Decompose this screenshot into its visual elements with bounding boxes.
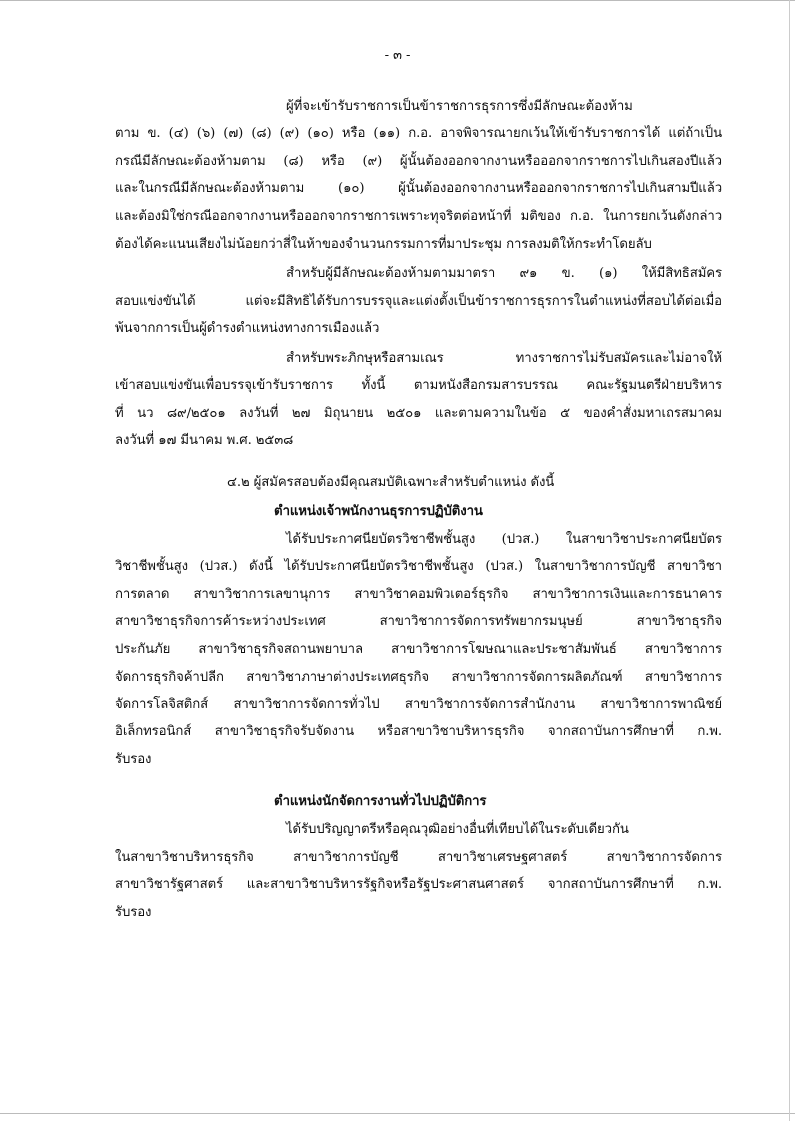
scan-edge-right	[789, 0, 790, 1121]
position1-line-1: ได้รับประกาศนียบัตรวิชาชีพชั้นสูง (ปวส.) ในสาขาวิชาประกาศนียบัตร	[286, 532, 722, 547]
para3-line-1: สำหรับพระภิกษุหรือสามเณร ทางราชการไม่รับสมัครและไม่อาจให้	[286, 351, 722, 366]
position1-line-6: จัดการธุรกิจค้าปลีก สาขาวิชาภาษาต่างประเทศธุรกิจ สาขาวิชาการจัดการผลิตภัณฑ์ สาขาวิชาการ	[115, 670, 722, 685]
para1-line-5: และต้องมิใช่กรณีออกจากงานหรือออกจากราชการเพราะทุจริตต่อหน้าที่ มติของ ก.อ. ในการยกเว้นดังกล่าว	[115, 209, 722, 224]
para1-line-6: ต้องได้คะแนนเสียงไม่น้อยกว่าสี่ในห้าของจำนวนกรรมการที่มาประชุม การลงมติให้กระทำโดยลับ	[115, 237, 652, 252]
section-4-2-heading: ๔.๒ ผู้สมัครสอบต้องมีคุณสมบัติเฉพาะสำหรับตำแหน่ง ดังนี้	[227, 475, 555, 490]
scan-edge-top	[0, 0, 795, 1]
position1-line-4: สาขาวิชาธุรกิจการค้าระหว่างประเทศ สาขาวิชาการจัดการทรัพยากรมนุษย์ สาขาวิชาธุรกิจ	[115, 614, 722, 629]
para1-line-2: ตาม ข. (๔) (๖) (๗) (๘) (๙) (๑๐) หรือ (๑๑) ก.อ. อาจพิจารณายกเว้นให้เข้ารับราชการได้ แต่ถ้าเป็น	[115, 126, 722, 141]
position2-line-1: ได้รับปริญญาตรีหรือคุณวุฒิอย่างอื่นที่เทียบได้ในระดับเดียวกัน	[286, 822, 629, 837]
position1-line-2: วิชาชีพชั้นสูง (ปวส.) ดังนี้ ได้รับประกาศนียบัตรวิชาชีพชั้นสูง (ปวส.) ในสาขาวิชาการบัญชี สาขาวิชา	[115, 559, 722, 574]
para2-line-3: พ้นจากการเป็นผู้ดำรงตำแหน่งทางการเมืองแล้ว	[115, 321, 380, 336]
para3-line-2: เข้าสอบแข่งขันเพื่อบรรจุเข้ารับราชการ ทั้งนี้ ตามหนังสือกรมสารบรรณ คณะรัฐมนตรีฝ่ายบริหาร	[115, 378, 722, 393]
para1-line-4: และในกรณีมีลักษณะต้องห้ามตาม (๑๐) ผู้นั้นต้องออกจากงานหรือออกจากราชการไปเกินสามปีแล้ว	[115, 181, 722, 196]
position1-line-7: จัดการโลจิสติกส์ สาขาวิชาการจัดการทั่วไป สาขาวิชาการจัดการสำนักงาน สาขาวิชาการพาณิชย์	[115, 697, 722, 712]
position2-title: ตำแหน่งนักจัดการงานทั่วไปปฏิบัติการ	[274, 794, 487, 809]
position2-line-3: สาขาวิชารัฐศาสตร์ และสาขาวิชาบริหารรัฐกิจหรือรัฐประศาสนศาสตร์ จากสถาบันการศึกษาที่ ก.พ.	[115, 877, 722, 892]
position1-line-5: ประกันภัย สาขาวิชาธุรกิจสถานพยาบาล สาขาวิชาการโฆษณาและประชาสัมพันธ์ สาขาวิชาการ	[115, 642, 722, 657]
para3-line-3: ที่ นว ๘๙/๒๕๐๑ ลงวันที่ ๒๗ มิถุนายน ๒๕๐๑ และตามความในข้อ ๕ ของคำสั่งมหาเถรสมาคม	[115, 406, 722, 421]
position1-line-8: อิเล็กทรอนิกส์ สาขาวิชาธุรกิจรับจัดงาน หรือสาขาวิชาบริหารธุรกิจ จากสถาบันการศึกษาที่ ก.พ.	[115, 724, 722, 739]
position1-title: ตำแหน่งเจ้าพนักงานธุรการปฏิบัติงาน	[274, 504, 483, 519]
position2-line-2: ในสาขาวิชาบริหารธุรกิจ สาขาวิชาการบัญชี สาขาวิชาเศรษฐศาสตร์ สาขาวิชาการจัดการ	[115, 850, 722, 865]
para1-line-3: กรณีมีลักษณะต้องห้ามตาม (๘) หรือ (๙) ผู้นั้นต้องออกจากงานหรือออกจากราชการไปเกินสองปีแล้ว	[115, 154, 722, 169]
position1-line-9: รับรอง	[115, 752, 152, 767]
position2-line-4: รับรอง	[115, 905, 152, 920]
page-number: - ๓ -	[384, 48, 411, 63]
para1-line-1: ผู้ที่จะเข้ารับราชการเป็นข้าราชการธุรการซึ่งมีลักษณะต้องห้าม	[286, 99, 633, 114]
position1-line-3: การตลาด สาขาวิชาการเลขานุการ สาขาวิชาคอมพิวเตอร์ธุรกิจ สาขาวิชาการเงินและการธนาคาร	[115, 587, 722, 602]
para2-line-1: สำหรับผู้มีลักษณะต้องห้ามตามมาตรา ๙๑ ข. (๑) ให้มีสิทธิสมัคร	[286, 266, 722, 281]
para2-line-2: สอบแข่งขันได้ แต่จะมีสิทธิได้รับการบรรจุและแต่งตั้งเป็นข้าราชการธุรการในตำแหน่งที่สอบได้ต่อเมื่อ	[115, 294, 722, 309]
scan-edge-bottom	[0, 1113, 795, 1114]
para3-line-4: ลงวันที่ ๑๗ มีนาคม พ.ศ. ๒๕๓๘	[115, 433, 294, 448]
